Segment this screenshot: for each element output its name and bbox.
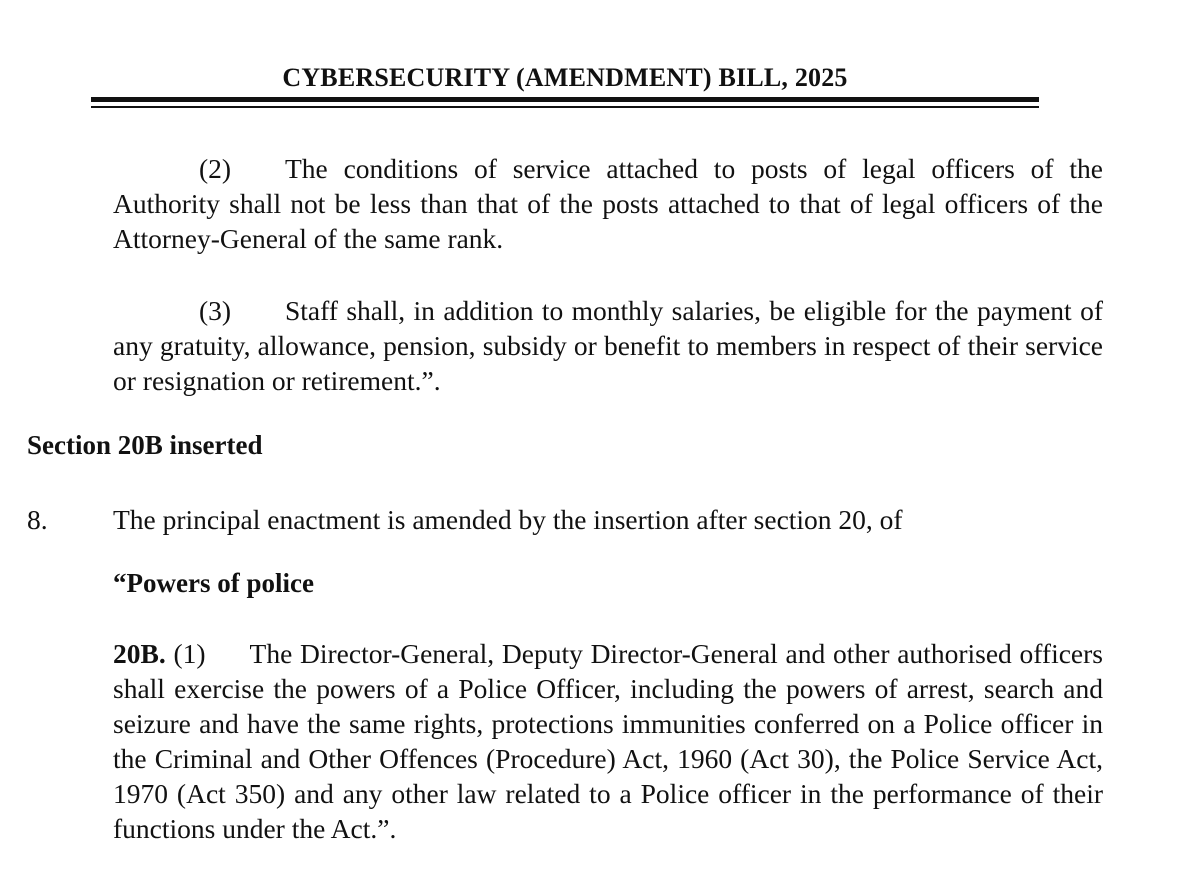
section-20b-number: (1) [173,638,206,669]
subsection-3-number: (3) [199,295,232,326]
clause-number: 8. [27,504,48,535]
subsection-3-text: Staff shall, in addition to monthly salaries, be eligible for the payment of any gratuity, allowance, pension, subsidy or benefit to members in respect of their service or resignation or retirement.”. [113,295,1103,396]
subsection-2-number: (2) [199,153,232,184]
section-20b-subsection-1 [113,636,1103,846]
inserted-section-heading: “Powers of police [113,568,314,598]
section-20b-text: The Director-General, Deputy Director-General and other authorised officers shall exercise the powers of a Police Officer, including the powers of arrest, search and seizure and have the same rights, protections immunities conferred on a Police officer in the Criminal and Other Offences (Procedure) Act, 1960 (Act 30), the Police Service Act, 1970 (Act 350) and any other law related to a Police officer in the performance of their functions under the Act.”. [113,638,1103,844]
subsection-2-text: The conditions of service attached to posts of legal officers of the Authority shall not be less than that of the posts attached to that of legal officers of the Attorney-General of the same rank. [113,153,1103,254]
clause-text: The principal enactment is amended by the insertion after section 20, of [113,504,903,535]
section-20b-label: 20B. [113,638,166,669]
subsection-2 [113,151,1103,256]
title-rule-thin [91,106,1039,108]
document-title: CYBERSECURITY (AMENDMENT) BILL, 2025 [282,63,848,92]
title-rule-thick [91,97,1039,102]
subsection-3 [113,293,1103,398]
section-heading: Section 20B inserted [27,430,263,460]
